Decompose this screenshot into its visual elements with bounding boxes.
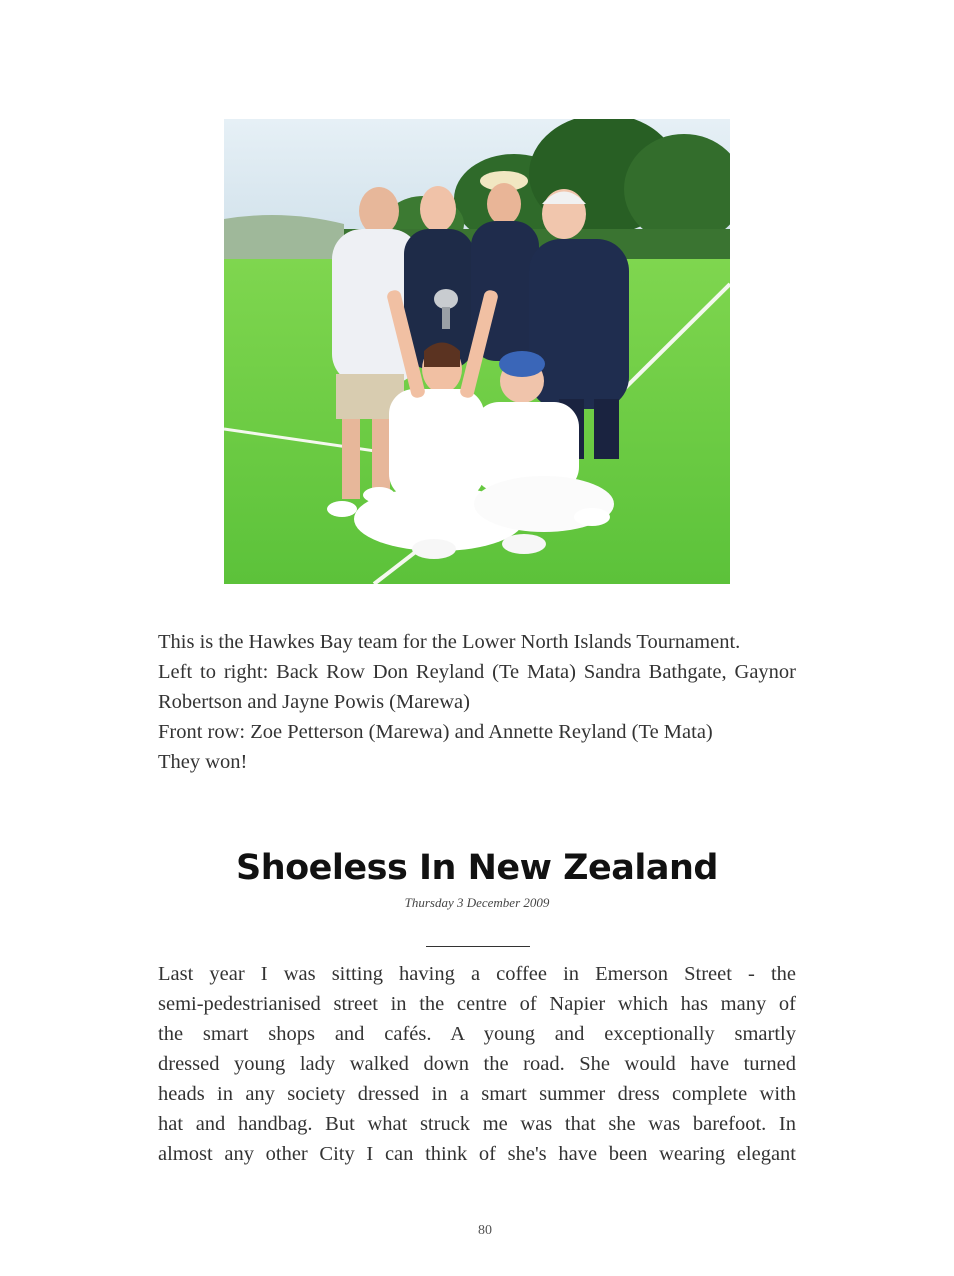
body-line: semi-pedestrianised street in the centre of Napier which has many of [158, 993, 796, 1015]
body-line: Last year I was sitting having a coffee in Emerson Street - the [158, 963, 796, 985]
body-line: heads in any society dressed in a smart summer dress complete with [158, 1083, 796, 1105]
article-body [158, 959, 796, 1169]
body-line: almost any other City I can think of she's have been wearing elegant [158, 1143, 796, 1165]
divider [426, 946, 530, 947]
caption-line: Front row: Zoe Petterson (Marewa) and Annette Reyland (Te Mata) [158, 721, 713, 743]
page-number: 80 [478, 1223, 492, 1238]
body-line: the smart shops and cafés. A young and exceptionally smartly [158, 1023, 796, 1045]
caption-line: Left to right: Back Row Don Reyland (Te Mata) Sandra Bathgate, Gaynor Robertson and Jayne Powis (Marewa) [158, 661, 796, 713]
article-date: Thursday 3 December 2009 [404, 895, 550, 910]
caption-line: They won! [158, 751, 248, 773]
body-line: dressed young lady walked down the road. She would have turned [158, 1053, 796, 1075]
body-line: hat and handbag. But what struck me was that she was barefoot. In [158, 1113, 796, 1135]
article-title: Shoeless In New Zealand [236, 848, 718, 888]
photo-caption [158, 627, 796, 777]
caption-line: This is the Hawkes Bay team for the Lower North Islands Tournament. [158, 631, 741, 653]
team-photo [224, 119, 730, 584]
